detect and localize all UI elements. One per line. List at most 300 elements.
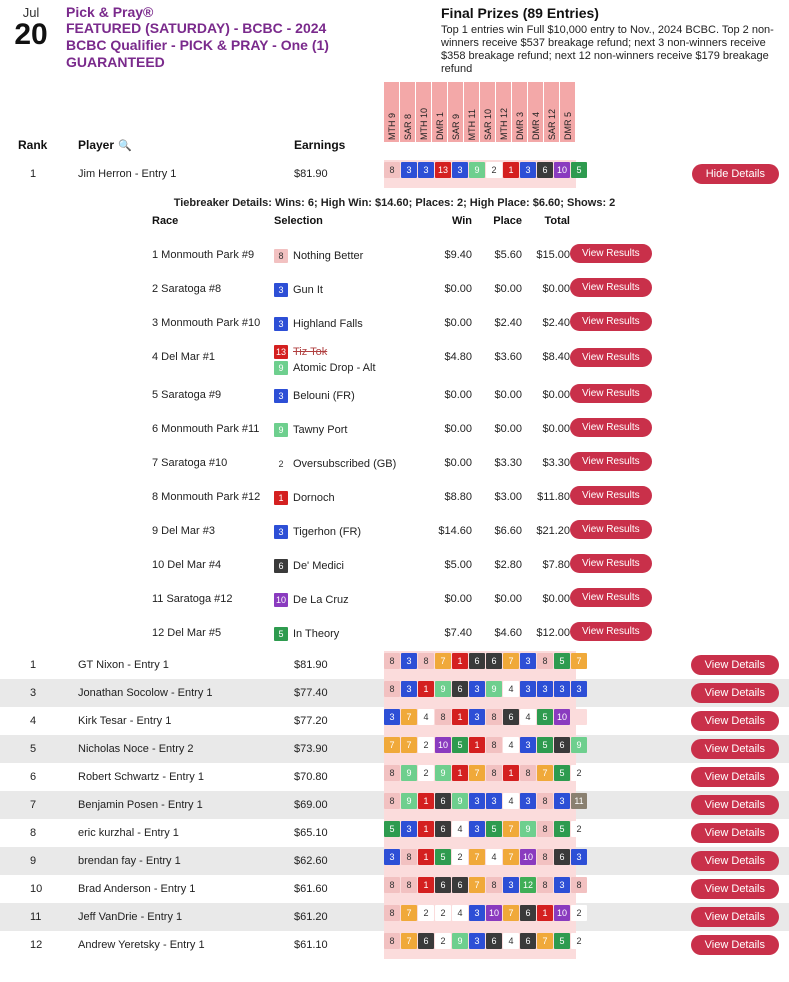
pick-chip: 7 bbox=[401, 905, 417, 921]
pick-chip: 1 bbox=[503, 162, 519, 178]
race-column-label: SAR 9 bbox=[450, 113, 461, 140]
row-player: Jonathan Socolow - Entry 1 bbox=[78, 687, 213, 699]
detail-selection bbox=[274, 423, 347, 437]
event-month: Jul bbox=[22, 5, 40, 20]
detail-place: $5.60 bbox=[494, 249, 522, 261]
pick-chip: 7 bbox=[469, 877, 485, 893]
leaderboard-row bbox=[0, 903, 789, 931]
pick-chip: 4 bbox=[452, 821, 468, 837]
pick-chip: 2 bbox=[435, 905, 451, 921]
row-player: Andrew Yeretsky - Entry 1 bbox=[78, 939, 205, 951]
detail-selection bbox=[274, 559, 344, 573]
pick-chip: 3 bbox=[401, 653, 417, 669]
detail-race: 7 Saratoga #10 bbox=[152, 457, 228, 469]
row-picks bbox=[384, 681, 588, 697]
row-earnings: $81.90 bbox=[294, 168, 328, 180]
pick-chip: 6 bbox=[435, 793, 451, 809]
race-column-header bbox=[464, 82, 480, 142]
pick-chip: 10 bbox=[520, 849, 536, 865]
detail-total: $0.00 bbox=[542, 389, 570, 401]
pick-chip: 8 bbox=[537, 653, 553, 669]
race-column-headers bbox=[384, 82, 576, 142]
row-rank: 1 bbox=[30, 168, 37, 180]
view-results-button[interactable]: View Results bbox=[570, 588, 652, 607]
row-player: Jeff VanDrie - Entry 1 bbox=[78, 911, 183, 923]
pick-chip: 3 bbox=[401, 162, 417, 178]
pick-chip: 8 bbox=[486, 877, 502, 893]
pick-chip: 1 bbox=[418, 821, 434, 837]
view-details-button[interactable]: View Details bbox=[691, 851, 779, 871]
pick-chip: 9 bbox=[469, 162, 485, 178]
view-results-button[interactable]: View Results bbox=[570, 486, 652, 505]
selection-number: 3 bbox=[274, 283, 288, 297]
selection-number: 10 bbox=[275, 595, 286, 605]
pick-chip: 6 bbox=[435, 821, 451, 837]
selection-horse-name: Dornoch bbox=[293, 492, 335, 504]
leaderboard-row bbox=[0, 791, 789, 819]
detail-win: $0.00 bbox=[444, 283, 472, 295]
row-player: Nicholas Noce - Entry 2 bbox=[78, 743, 194, 755]
detail-race: 6 Monmouth Park #11 bbox=[152, 423, 260, 435]
detail-win: $0.00 bbox=[444, 389, 472, 401]
pick-chip bbox=[571, 709, 587, 725]
race-column-label: DMR 3 bbox=[514, 111, 525, 140]
view-details-button[interactable]: View Details bbox=[691, 739, 779, 759]
view-details-button[interactable]: View Details bbox=[691, 935, 779, 955]
detail-selection bbox=[274, 491, 335, 505]
row-earnings: $77.20 bbox=[294, 715, 328, 727]
pick-chip: 8 bbox=[520, 765, 536, 781]
race-column-header bbox=[432, 82, 448, 142]
pick-chip: 8 bbox=[418, 653, 434, 669]
pick-chip: 9 bbox=[401, 765, 417, 781]
prize-description: Top 1 entries win Full $10,000 entry to Nov., 2024 BCBC. Top 2 non-winners receive $537 breakage refund; next 3 non-winners receive $358 breakage refund; next 12 non-winners receive $179 breakage refund bbox=[441, 24, 774, 75]
event-day: 20 bbox=[14, 18, 48, 51]
row-rank: 10 bbox=[30, 883, 43, 895]
view-results-button[interactable]: View Results bbox=[570, 278, 652, 297]
detail-row bbox=[0, 481, 789, 515]
detail-race: 4 Del Mar #1 bbox=[152, 351, 215, 363]
selection-number: 2 bbox=[274, 457, 288, 471]
row-rank: 12 bbox=[30, 939, 43, 951]
detail-col-selection: Selection bbox=[274, 215, 323, 227]
selection-horse-name: In Theory bbox=[293, 628, 340, 640]
entry-detail-table bbox=[0, 215, 789, 651]
pick-chip: 8 bbox=[486, 737, 502, 753]
view-results-button[interactable]: View Results bbox=[570, 418, 652, 437]
view-results-button[interactable]: View Results bbox=[570, 384, 652, 403]
pick-chip: 5 bbox=[537, 737, 553, 753]
pick-chip: 1 bbox=[452, 653, 468, 669]
selection-number: 5 bbox=[274, 627, 288, 641]
selection-horse-name: Oversubscribed (GB) bbox=[293, 458, 397, 470]
pick-chip: 7 bbox=[503, 653, 519, 669]
pick-chip: 7 bbox=[469, 765, 485, 781]
pick-chip: 5 bbox=[554, 933, 570, 949]
leaderboard-column-headers bbox=[0, 138, 789, 160]
selection-number: 3 bbox=[274, 525, 288, 539]
race-column-header bbox=[400, 82, 416, 142]
row-earnings: $61.20 bbox=[294, 911, 328, 923]
detail-column-headers bbox=[0, 215, 789, 239]
pick-chip: 9 bbox=[435, 765, 451, 781]
pick-chip: 3 bbox=[520, 162, 536, 178]
detail-race: 9 Del Mar #3 bbox=[152, 525, 215, 537]
pick-chip: 5 bbox=[537, 709, 553, 725]
detail-col-win: Win bbox=[451, 215, 472, 227]
pick-chip: 3 bbox=[469, 681, 485, 697]
race-column-header bbox=[416, 82, 432, 142]
row-picks bbox=[384, 765, 588, 781]
detail-total: $11.80 bbox=[537, 491, 570, 503]
pick-chip: 2 bbox=[571, 933, 587, 949]
detail-place: $0.00 bbox=[494, 593, 522, 605]
pick-chip: 6 bbox=[554, 849, 570, 865]
pick-chip: 7 bbox=[571, 653, 587, 669]
pick-chip: 3 bbox=[384, 709, 400, 725]
pick-chip: 6 bbox=[503, 709, 519, 725]
pick-chip: 7 bbox=[435, 653, 451, 669]
detail-total: $3.30 bbox=[542, 457, 570, 469]
row-rank: 8 bbox=[30, 827, 37, 839]
pick-chip: 8 bbox=[401, 849, 417, 865]
pick-chip: 7 bbox=[401, 737, 417, 753]
detail-rows bbox=[0, 239, 789, 651]
pick-chip: 12 bbox=[520, 877, 536, 893]
detail-win: $4.80 bbox=[444, 351, 472, 363]
detail-total: $12.00 bbox=[536, 627, 570, 639]
hide-details-button[interactable]: Hide Details bbox=[692, 164, 779, 184]
pick-chip: 9 bbox=[401, 793, 417, 809]
row-player: Robert Schwartz - Entry 1 bbox=[78, 771, 204, 783]
row-earnings: $69.00 bbox=[294, 799, 328, 811]
pick-chip: 8 bbox=[537, 821, 553, 837]
tiebreaker-details: Tiebreaker Details: Wins: 6; High Win: $14.60; Places: 2; High Place: $6.60; Shows: 2 bbox=[173, 197, 616, 209]
pick-chip: 8 bbox=[486, 765, 502, 781]
view-results-button[interactable]: View Results bbox=[570, 452, 652, 471]
view-results-button[interactable]: View Results bbox=[570, 520, 652, 539]
pick-chip: 5 bbox=[435, 849, 451, 865]
detail-race: 1 Monmouth Park #9 bbox=[152, 249, 255, 261]
pick-chip: 3 bbox=[486, 793, 502, 809]
view-details-button[interactable]: View Details bbox=[691, 767, 779, 787]
detail-row bbox=[0, 307, 789, 341]
selection-horse-name: Highland Falls bbox=[293, 318, 363, 330]
pick-chip: 3 bbox=[554, 877, 570, 893]
pick-chip: 8 bbox=[384, 905, 400, 921]
view-results-button[interactable]: View Results bbox=[570, 244, 652, 263]
pick-chip: 9 bbox=[452, 793, 468, 809]
pick-chip: 5 bbox=[452, 737, 468, 753]
row-rank: 11 bbox=[30, 911, 42, 923]
detail-place: $3.30 bbox=[494, 457, 522, 469]
pick-chip: 6 bbox=[435, 877, 451, 893]
pick-chip: 2 bbox=[571, 905, 587, 921]
row-picks bbox=[384, 653, 588, 669]
pick-chip: 7 bbox=[401, 709, 417, 725]
pick-chip: 3 bbox=[469, 821, 485, 837]
pick-chip: 6 bbox=[486, 653, 502, 669]
selection-entry bbox=[274, 317, 363, 331]
detail-place: $0.00 bbox=[494, 423, 522, 435]
selection-entry bbox=[274, 491, 335, 505]
pick-chip: 2 bbox=[486, 162, 502, 178]
pick-chip: 10 bbox=[554, 905, 570, 921]
selection-horse-name: Belouni (FR) bbox=[293, 390, 355, 402]
view-details-button[interactable]: View Details bbox=[691, 879, 779, 899]
detail-row bbox=[0, 549, 789, 583]
pick-chip: 6 bbox=[486, 933, 502, 949]
leaderboard-row bbox=[0, 931, 789, 959]
pick-chip: 4 bbox=[486, 849, 502, 865]
view-results-button[interactable]: View Results bbox=[570, 554, 652, 573]
row-picks bbox=[384, 162, 588, 178]
selection-horse-name: De' Medici bbox=[293, 560, 345, 572]
row-player: Benjamin Posen - Entry 1 bbox=[78, 799, 203, 811]
race-column-label: SAR 12 bbox=[546, 108, 557, 140]
race-column-header bbox=[448, 82, 464, 142]
pick-chip: 7 bbox=[401, 933, 417, 949]
detail-race: 12 Del Mar #5 bbox=[152, 627, 222, 639]
selection-number: 1 bbox=[274, 491, 288, 505]
selection-number: 13 bbox=[275, 347, 286, 357]
selection-entry bbox=[274, 559, 344, 573]
row-picks bbox=[384, 821, 588, 837]
pick-chip: 8 bbox=[401, 877, 417, 893]
pick-chip: 3 bbox=[520, 793, 536, 809]
detail-place: $3.00 bbox=[494, 491, 522, 503]
race-column-label: SAR 8 bbox=[402, 113, 413, 140]
detail-selection bbox=[274, 627, 339, 641]
detail-win: $7.40 bbox=[444, 627, 472, 639]
selection-horse-name: Nothing Better bbox=[293, 250, 364, 262]
detail-row bbox=[0, 413, 789, 447]
row-rank: 3 bbox=[30, 687, 37, 699]
view-details-button[interactable]: View Details bbox=[691, 711, 779, 731]
detail-total: $2.40 bbox=[542, 317, 570, 329]
pick-chip: 3 bbox=[554, 681, 570, 697]
detail-selection bbox=[274, 593, 349, 607]
pick-chip: 3 bbox=[401, 821, 417, 837]
prize-block bbox=[429, 4, 789, 76]
row-earnings: $70.80 bbox=[294, 771, 328, 783]
pick-chip: 9 bbox=[520, 821, 536, 837]
race-column-header bbox=[528, 82, 544, 142]
pick-chip: 2 bbox=[418, 765, 434, 781]
view-details-button[interactable]: View Details bbox=[691, 795, 779, 815]
pick-chip: 13 bbox=[435, 162, 451, 178]
detail-row bbox=[0, 379, 789, 413]
row-player: Jim Herron - Entry 1 bbox=[78, 168, 177, 180]
row-picks bbox=[384, 709, 588, 725]
pick-chip: 9 bbox=[571, 737, 587, 753]
race-column-header bbox=[480, 82, 496, 142]
detail-race: 11 Saratoga #12 bbox=[152, 593, 233, 605]
pick-chip: 5 bbox=[554, 653, 570, 669]
contest-title-line-1: FEATURED (SATURDAY) - BCBC - 2024 bbox=[66, 20, 327, 36]
selection-entry bbox=[274, 423, 347, 437]
view-results-button[interactable]: View Results bbox=[570, 622, 652, 641]
detail-win: $0.00 bbox=[444, 423, 472, 435]
detail-race: 8 Monmouth Park #12 bbox=[152, 491, 261, 503]
detail-selection bbox=[274, 317, 363, 331]
detail-win: $0.00 bbox=[444, 593, 472, 605]
race-column-label: DMR 5 bbox=[562, 111, 573, 140]
contest-title-line-3: GUARANTEED bbox=[66, 54, 165, 70]
event-date bbox=[0, 4, 62, 76]
col-header-earnings: Earnings bbox=[294, 138, 346, 152]
pick-chip: 4 bbox=[503, 933, 519, 949]
leaderboard-row bbox=[0, 707, 789, 735]
pick-chip: 1 bbox=[418, 793, 434, 809]
view-details-button[interactable]: View Details bbox=[691, 655, 779, 675]
pick-chip: 3 bbox=[452, 162, 468, 178]
race-column-label: MTH 12 bbox=[498, 107, 509, 140]
pick-chip: 4 bbox=[503, 681, 519, 697]
pick-chip: 1 bbox=[469, 737, 485, 753]
pick-chip: 9 bbox=[435, 681, 451, 697]
row-player: GT Nixon - Entry 1 bbox=[78, 659, 169, 671]
selection-entry bbox=[274, 525, 361, 539]
pick-chip: 8 bbox=[384, 933, 400, 949]
pick-chip: 6 bbox=[554, 737, 570, 753]
pick-chip: 7 bbox=[503, 849, 519, 865]
pick-chip: 5 bbox=[554, 765, 570, 781]
contest-title-block bbox=[62, 4, 429, 76]
view-details-button[interactable]: View Details bbox=[691, 823, 779, 843]
leaderboard-rows bbox=[0, 651, 789, 959]
page-header bbox=[0, 0, 789, 82]
pick-chip: 3 bbox=[469, 709, 485, 725]
race-column-header bbox=[384, 82, 400, 142]
pick-chip: 4 bbox=[503, 737, 519, 753]
pick-chip: 2 bbox=[418, 905, 434, 921]
pick-chip: 8 bbox=[384, 162, 400, 178]
selection-entry bbox=[274, 389, 355, 403]
detail-win: $9.40 bbox=[444, 249, 472, 261]
pick-chip: 10 bbox=[486, 905, 502, 921]
pick-chip: 4 bbox=[520, 709, 536, 725]
detail-race: 3 Monmouth Park #10 bbox=[152, 317, 261, 329]
detail-selection bbox=[274, 283, 323, 297]
pick-chip: 3 bbox=[520, 737, 536, 753]
pick-chip: 7 bbox=[503, 821, 519, 837]
row-picks bbox=[384, 877, 588, 893]
detail-row bbox=[0, 239, 789, 273]
leaderboard-row bbox=[0, 875, 789, 903]
row-earnings: $61.60 bbox=[294, 883, 328, 895]
pick-chip: 10 bbox=[554, 162, 570, 178]
leaderboard-row bbox=[0, 735, 789, 763]
leaderboard-header bbox=[0, 82, 789, 160]
detail-selection bbox=[274, 249, 363, 263]
pick-chip: 5 bbox=[486, 821, 502, 837]
detail-selection bbox=[274, 345, 376, 375]
leaderboard-row-expanded bbox=[0, 160, 789, 188]
detail-race: 2 Saratoga #8 bbox=[152, 283, 222, 295]
pick-chip: 3 bbox=[469, 793, 485, 809]
view-results-button[interactable]: View Results bbox=[570, 312, 652, 331]
detail-place: $2.80 bbox=[494, 559, 522, 571]
view-details-button[interactable]: View Details bbox=[691, 683, 779, 703]
detail-col-place: Place bbox=[493, 215, 522, 227]
pick-chip: 2 bbox=[452, 849, 468, 865]
detail-place: $0.00 bbox=[494, 389, 522, 401]
pick-chip: 5 bbox=[571, 162, 587, 178]
pick-chip: 1 bbox=[537, 905, 553, 921]
race-column-label: MTH 9 bbox=[386, 113, 397, 140]
pick-chip: 8 bbox=[384, 793, 400, 809]
detail-col-race: Race bbox=[152, 215, 179, 227]
race-column-label: MTH 11 bbox=[466, 108, 477, 140]
detail-row bbox=[0, 447, 789, 481]
pick-chip: 3 bbox=[503, 877, 519, 893]
pick-chip: 3 bbox=[537, 681, 553, 697]
selection-number: 9 bbox=[274, 423, 288, 437]
selection-horse-name: De La Cruz bbox=[293, 594, 349, 606]
race-column-label: DMR 4 bbox=[530, 111, 541, 140]
view-results-button[interactable]: View Results bbox=[570, 348, 652, 367]
prize-title: Final Prizes (89 Entries) bbox=[441, 5, 599, 21]
col-header-rank: Rank bbox=[18, 138, 48, 152]
pick-chip: 3 bbox=[469, 905, 485, 921]
detail-total: $0.00 bbox=[542, 283, 570, 295]
pick-chip: 5 bbox=[384, 821, 400, 837]
pick-chip: 3 bbox=[384, 849, 400, 865]
row-picks bbox=[384, 905, 588, 921]
pick-chip: 6 bbox=[520, 933, 536, 949]
row-rank: 6 bbox=[30, 771, 37, 783]
contest-title-line-2: BCBC Qualifier - PICK & PRAY - One (1) bbox=[66, 37, 329, 53]
pick-chip: 7 bbox=[503, 905, 519, 921]
search-icon[interactable]: 🔍 bbox=[118, 140, 132, 152]
detail-win: $5.00 bbox=[444, 559, 472, 571]
pick-chip: 7 bbox=[469, 849, 485, 865]
leaderboard-row bbox=[0, 651, 789, 679]
selection-entry bbox=[274, 627, 339, 641]
selection-number: 6 bbox=[274, 559, 288, 573]
pick-chip: 3 bbox=[418, 162, 434, 178]
race-column-label: DMR 1 bbox=[434, 111, 445, 140]
detail-win: $0.00 bbox=[444, 317, 472, 329]
pick-chip: 8 bbox=[537, 849, 553, 865]
pick-chip: 3 bbox=[571, 681, 587, 697]
selection-horse-name: Tiz Tok bbox=[293, 346, 328, 358]
row-picks bbox=[384, 849, 588, 865]
pick-chip: 6 bbox=[452, 681, 468, 697]
selection-entry bbox=[274, 345, 376, 359]
pick-chip: 3 bbox=[520, 653, 536, 669]
row-picks bbox=[384, 933, 588, 949]
detail-place: $4.60 bbox=[494, 627, 522, 639]
pick-chip: 7 bbox=[537, 933, 553, 949]
pick-chip: 8 bbox=[537, 877, 553, 893]
pick-chip: 3 bbox=[554, 793, 570, 809]
selection-entry bbox=[274, 361, 376, 375]
pick-chip: 10 bbox=[435, 737, 451, 753]
detail-total: $0.00 bbox=[542, 423, 570, 435]
leaderboard-row bbox=[0, 819, 789, 847]
row-player: eric kurzhal - Entry 1 bbox=[78, 827, 179, 839]
selection-entry bbox=[274, 249, 363, 263]
row-rank: 9 bbox=[30, 855, 37, 867]
leaderboard-row bbox=[0, 679, 789, 707]
pick-chip: 8 bbox=[384, 653, 400, 669]
view-details-button[interactable]: View Details bbox=[691, 907, 779, 927]
leaderboard-row bbox=[0, 847, 789, 875]
row-player: Kirk Tesar - Entry 1 bbox=[78, 715, 172, 727]
detail-col-total: Total bbox=[544, 215, 570, 227]
